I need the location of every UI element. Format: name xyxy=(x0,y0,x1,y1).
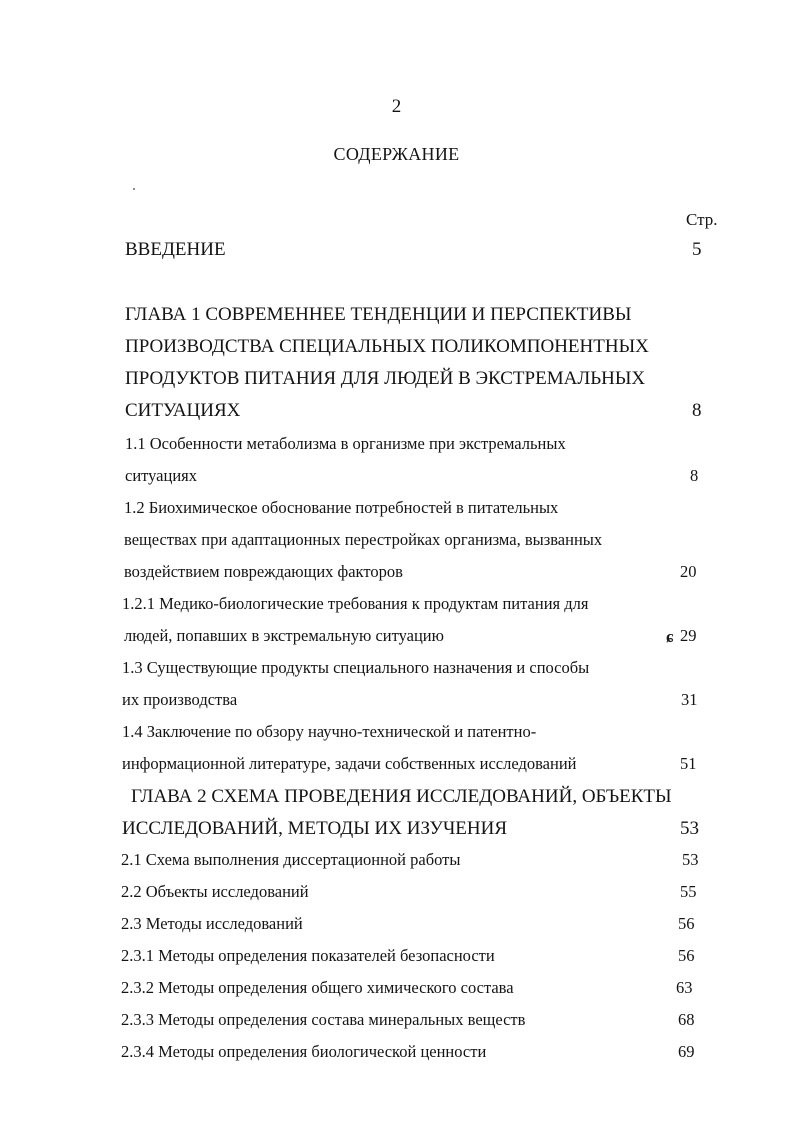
toc-page-number: 5 xyxy=(692,239,702,260)
toc-entry-line: ГЛАВА 1 СОВРЕМЕННЕЕ ТЕНДЕНЦИИ И ПЕРСПЕКТИВЫ xyxy=(125,304,632,325)
toc-page-number: 31 xyxy=(681,690,698,709)
toc-entry-line: 2.3.2 Методы определения общего химического состава xyxy=(121,978,514,997)
toc-page-number: 68 xyxy=(678,1010,695,1029)
toc-entry-line: ГЛАВА 2 СХЕМА ПРОВЕДЕНИЯ ИССЛЕДОВАНИЙ, ОБЪЕКТЫ xyxy=(131,786,672,807)
toc-entry-line: 2.3.3 Методы определения состава минеральных веществ xyxy=(121,1010,526,1029)
toc-entry-line: 2.1 Схема выполнения диссертационной работы xyxy=(121,850,461,869)
toc-entry-line: 2.3.4 Методы определения биологической ценности xyxy=(121,1042,487,1061)
toc-entry-line: веществах при адаптационных перестройках организма, вызванных xyxy=(124,530,603,549)
toc-page-number: 63 xyxy=(676,978,693,997)
toc-entry-line: информационной литературе, задачи собственных исследований xyxy=(122,754,577,773)
toc-entry-line: воздействием повреждающих факторов xyxy=(124,562,403,581)
margin-mark: ɕ xyxy=(666,627,674,646)
toc-entry-line: ИССЛЕДОВАНИЙ, МЕТОДЫ ИХ ИЗУЧЕНИЯ xyxy=(122,818,508,839)
toc-entry-line: 1.2 Биохимическое обоснование потребностей в питательных xyxy=(124,498,559,517)
toc-entry-line: 1.1 Особенности метаболизма в организме при экстремальных xyxy=(125,434,566,453)
toc-page-number: 56 xyxy=(678,946,695,965)
toc-entry-line: 1.4 Заключение по обзору научно-технической и патентно- xyxy=(122,722,537,741)
toc-entry-line: СИТУАЦИЯХ xyxy=(125,400,241,421)
toc-entry-line: ВВЕДЕНИЕ xyxy=(125,239,226,260)
toc-page-number: 29 xyxy=(680,626,697,645)
toc-page-number: 8 xyxy=(692,400,702,421)
toc-page-number: 69 xyxy=(678,1042,695,1061)
page-column-label: Стр. xyxy=(686,210,718,229)
toc-entry-line: 1.2.1 Медико-биологические требования к продуктам питания для xyxy=(122,594,589,613)
toc-entry-line: их производства xyxy=(122,690,238,709)
scan-speck xyxy=(133,188,135,190)
toc-page-number: 56 xyxy=(678,914,695,933)
toc-page-number: 53 xyxy=(682,850,699,869)
toc-entry-line: ситуациях xyxy=(125,466,198,485)
toc-entry-line: ПРОИЗВОДСТВА СПЕЦИАЛЬНЫХ ПОЛИКОМПОНЕНТНЫХ xyxy=(125,336,649,357)
toc-entry-line: ПРОДУКТОВ ПИТАНИЯ ДЛЯ ЛЮДЕЙ В ЭКСТРЕМАЛЬНЫХ xyxy=(125,368,646,389)
page-number: 2 xyxy=(391,96,402,117)
toc-page-number: 51 xyxy=(680,754,697,773)
toc-page-number: 20 xyxy=(680,562,697,581)
toc-entry-line: 1.3 Существующие продукты специального назначения и способы xyxy=(122,658,590,677)
toc-page-number: 53 xyxy=(680,818,699,839)
toc-page-number: 8 xyxy=(690,466,699,485)
toc-entry-line: 2.2 Объекты исследований xyxy=(121,882,309,901)
toc-title: СОДЕРЖАНИЕ xyxy=(333,144,460,164)
toc-entry-line: 2.3 Методы исследований xyxy=(121,914,303,933)
toc-entry-line: людей, попавших в экстремальную ситуацию xyxy=(124,626,444,645)
toc-page-number: 55 xyxy=(680,882,697,901)
toc-entry-line: 2.3.1 Методы определения показателей безопасности xyxy=(121,946,495,965)
